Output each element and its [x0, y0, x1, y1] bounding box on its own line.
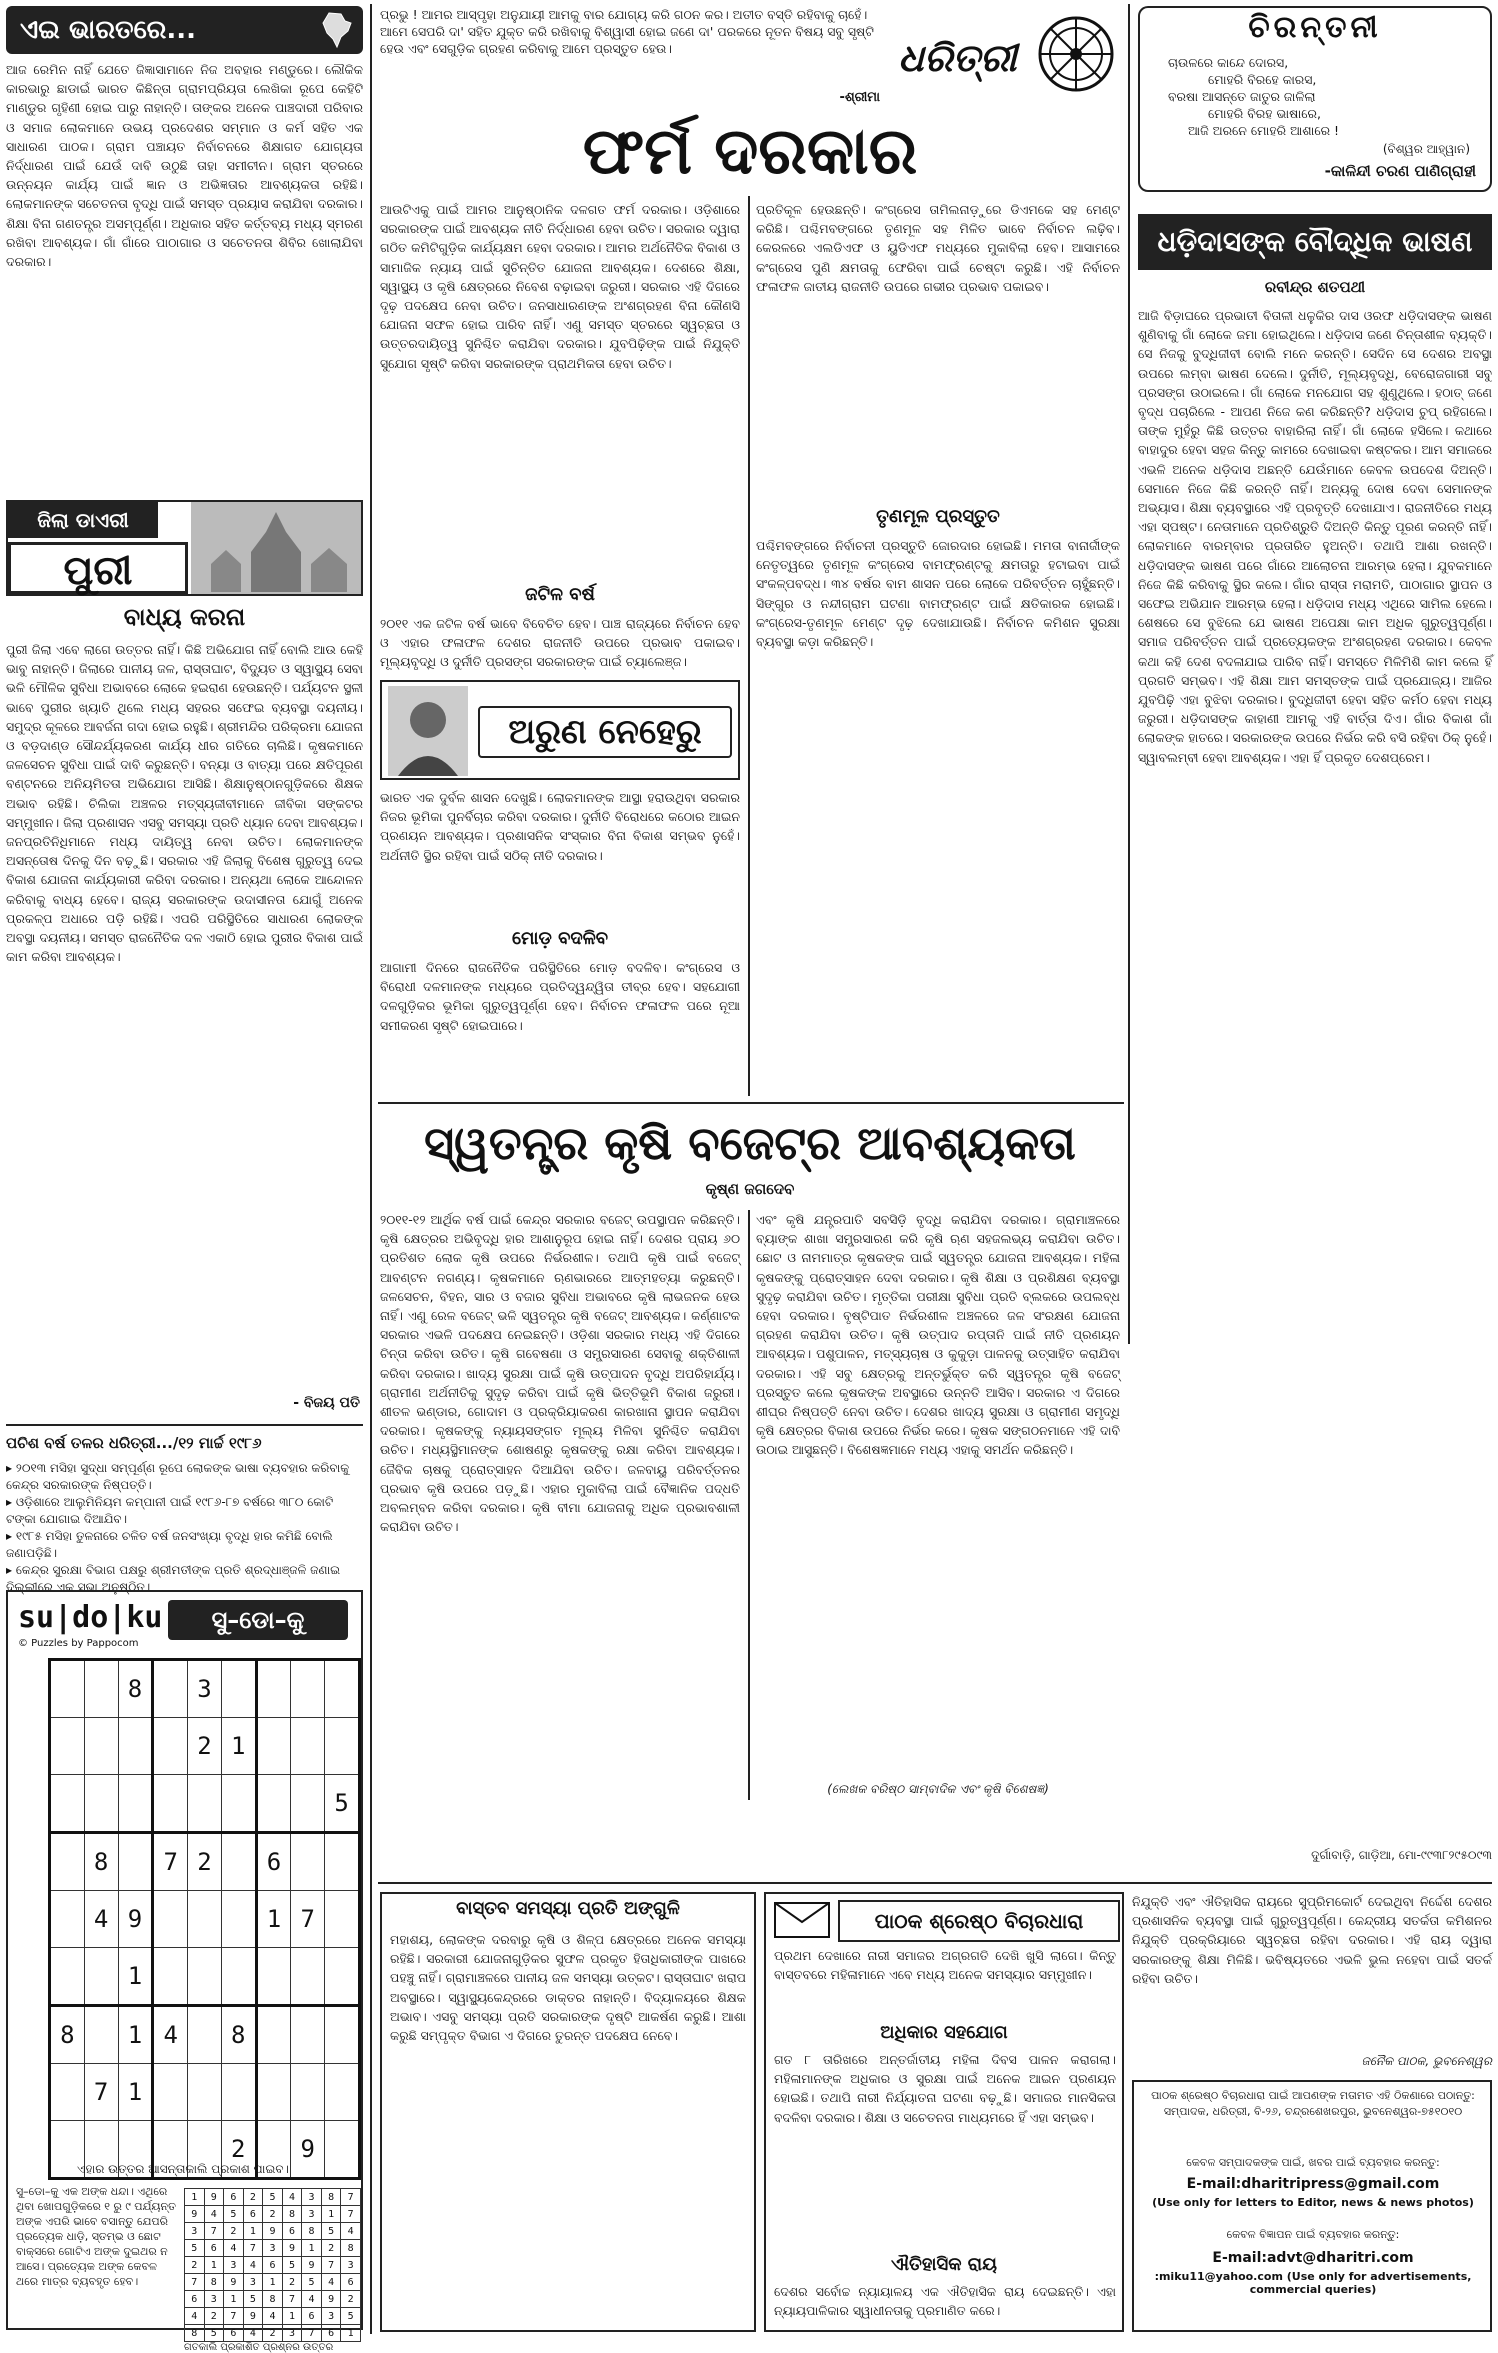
- solution-cell: 2: [263, 2206, 283, 2223]
- solution-cell: 6: [263, 2257, 283, 2274]
- sudoku-cell[interactable]: 1: [256, 1891, 291, 1948]
- solution-cell: 5: [204, 2325, 224, 2342]
- sudoku-cell[interactable]: [325, 1833, 360, 1891]
- sudoku-cell[interactable]: 5: [325, 1775, 360, 1833]
- sudoku-cell[interactable]: [325, 1891, 360, 1948]
- solution-cell: 2: [204, 2308, 224, 2325]
- sudoku-cell[interactable]: 6: [256, 1833, 291, 1891]
- sudoku-cell[interactable]: [50, 1833, 85, 1891]
- solution-cell: 2: [243, 2189, 263, 2206]
- years-ago-title: ପଚିଶ ବର୍ଷ ତଳର ଧରିତ୍ରୀ.../୧୨ ମାର୍ଚ୍ଚ ୧୯୮୬: [6, 1434, 262, 1452]
- sudoku-cell[interactable]: [221, 1891, 256, 1948]
- budget-body-1: ୨୦୧୧-୧୨ ଆର୍ଥିକ ବର୍ଷ ପାଇଁ କେନ୍ଦ୍ର ସରକାର ବଜେଟ୍ ଉପସ୍ଥାପନ କରିଛନ୍ତି। କୃଷି କ୍ଷେତ୍ରର ଅଭିବୃଦ୍ଧି ହାର ଆଶାନୁରୂପ ହୋଇ ନାହିଁ। ଦେଶର ପ୍ରାୟ ୬୦ ପ୍ରତିଶତ ଲୋକ କୃଷି ଉପରେ ନିର୍ଭରଶୀଳ। ତଥାପି କୃଷି ପାଇଁ ବଜେଟ୍ ଆବଣ୍ଟନ ନଗଣ୍ୟ। କୃଷକମାନେ ଋଣଭାରରେ ଆତ୍ମହତ୍ୟା କରୁଛନ୍ତି। ଜଳସେଚନ, ବିହନ, ସାର ଓ ବଜାର ସୁବିଧା ଅଭାବରେ କୃଷି ଲାଭଜନକ ହେଉ ନାହିଁ। ଏଣୁ ରେଳ ବଜେଟ୍ ଭଳି ସ୍ୱତନ୍ତ୍ର କୃଷି ବଜେଟ୍ ଆବଶ୍ୟକ। କର୍ଣ୍ଣାଟକ ସରକାର ଏଭଳି ପଦକ୍ଷେପ ନେଇଛନ୍ତି। ଓଡ଼ିଶା ସରକାର ମଧ୍ୟ ଏହି ଦିଗରେ ଚିନ୍ତା କରିବା ଉଚିତ। କୃଷି ଗବେଷଣା ଓ ସମ୍ପ୍ରସାରଣ ସେବାକୁ ଶକ୍ତିଶାଳୀ କରିବା ଦରକାର। ଖାଦ୍ୟ ସୁରକ୍ଷା ପାଇଁ କୃଷି ଉତ୍ପାଦନ ବୃଦ୍ଧି ଅପରିହାର୍ଯ୍ୟ। ଗ୍ରାମୀଣ ଅର୍ଥନୀତିକୁ ସୁଦୃଢ଼ କରିବା ପାଇଁ କୃଷି ଭିତ୍ତିଭୂମି ବିକାଶ ଜରୁରୀ। ଶୀତଳ ଭଣ୍ଡାର, ଗୋଦାମ ଓ ପ୍ରକ୍ରିୟାକରଣ କାରଖାନା ସ୍ଥାପନ କରାଯିବା ଦରକାର। କୃଷକଙ୍କୁ ନ୍ୟାୟସଙ୍ଗତ ମୂଲ୍ୟ ମିଳିବା ସୁନିଶ୍ଚିତ କରାଯିବା ଉଚିତ। ମଧ୍ୟସ୍ଥିମାନଙ୍କ ଶୋଷଣରୁ କୃଷକଙ୍କୁ ରକ୍ଷା କରିବା ଆବଶ୍ୟକ। ଜୈବିକ ଚାଷକୁ ପ୍ରୋତ୍ସାହନ ଦିଆଯିବା ଉଚିତ। ଜଳବାୟୁ ପରିବର୍ତ୍ତନର ପ୍ରଭାବ କୃଷି ଉପରେ ପଡ଼ୁଛି। ଏହାର ମୁକାବିଲା ପାଇଁ ବୈଜ୍ଞାନିକ ପଦ୍ଧତି ଅବଲମ୍ବନ କରିବା ଦରକାର। କୃଷି ବୀମା ଯୋଜନାକୁ ଅଧିକ ପ୍ରଭାବଶାଳୀ କରାଯିବା ଉଚିତ।: [380, 1212, 740, 1535]
- solution-cell: 7: [243, 2240, 263, 2257]
- solution-cell: 6: [185, 2291, 205, 2308]
- sudoku-cell[interactable]: [153, 1775, 188, 1833]
- sudoku-cell[interactable]: 1: [221, 1718, 256, 1775]
- solution-cell: 9: [204, 2189, 224, 2206]
- sudoku-cell[interactable]: [84, 1718, 118, 1775]
- divider: [6, 1424, 363, 1426]
- author-name: ଅରୁଣ ନେହେରୁ: [478, 706, 732, 758]
- sudoku-cell[interactable]: [221, 1948, 256, 2006]
- sudoku-cell[interactable]: [256, 2006, 291, 2064]
- solution-cell: 3: [224, 2257, 244, 2274]
- solution-cell: 4: [224, 2240, 244, 2257]
- solution-cell: 9: [243, 2308, 263, 2325]
- sudoku-cell[interactable]: [118, 1775, 153, 1833]
- years-ago-item: ▸ ୨୦୧୩ ମସିହା ସୁଦ୍ଧା ସମ୍ପୂର୍ଣ୍ଣ ରୂପେ ଲୋକଙ୍କ ଭାଷା ବ୍ୟବହାର କରିବାକୁ କେନ୍ଦ୍ର ସରକାରଙ୍କ ନିଷ୍ପତ୍ତି।: [6, 1460, 363, 1494]
- sudoku-cell-row: [50, 1948, 360, 2006]
- india-map-icon: [315, 9, 357, 51]
- solution-cell: 2: [263, 2325, 283, 2342]
- sudoku-cell[interactable]: [50, 2064, 85, 2121]
- solution-cell-row: [185, 2291, 361, 2308]
- solution-cell-row: [185, 2189, 361, 2206]
- budget-body-2: ଏବଂ କୃଷି ଯନ୍ତ୍ରପାତି ସବସିଡ଼ି ବୃଦ୍ଧି କରାଯିବା ଦରକାର। ଗ୍ରାମାଞ୍ଚଳରେ ବ୍ୟାଙ୍କ ଶାଖା ସମ୍ପ୍ରସାରଣ କରି କୃଷି ଋଣ ସହଜଲଭ୍ୟ କରାଯିବା ଉଚିତ। ଛୋଟ ଓ ନାମମାତ୍ର କୃଷକଙ୍କ ପାଇଁ ସ୍ୱତନ୍ତ୍ର ଯୋଜନା ଆବଶ୍ୟକ। ମହିଳା କୃଷକଙ୍କୁ ପ୍ରୋତ୍ସାହନ ଦେବା ଦରକାର। କୃଷି ଶିକ୍ଷା ଓ ପ୍ରଶିକ୍ଷଣ ବ୍ୟବସ୍ଥା ସୁଦୃଢ଼ କରାଯିବା ଉଚିତ। ମୃତ୍ତିକା ପରୀକ୍ଷା ସୁବିଧା ପ୍ରତି ବ୍ଲକରେ ଉପଲବ୍ଧ ହେବା ଦରକାର। ବୃଷ୍ଟିପାତ ନିର୍ଭରଶୀଳ ଅଞ୍ଚଳରେ ଜଳ ସଂରକ୍ଷଣ ଯୋଜନା ଗ୍ରହଣ କରାଯିବା ଉଚିତ। କୃଷି ଉତ୍ପାଦ ରପ୍ତାନି ପାଇଁ ନୀତି ପ୍ରଣୟନ ଆବଶ୍ୟକ। ପଶୁପାଳନ, ମତ୍ସ୍ୟଚାଷ ଓ କୁକୁଡ଼ା ପାଳନକୁ ଉତ୍ସାହିତ କରାଯିବା ଦରକାର। ଏହି ସବୁ କ୍ଷେତ୍ରକୁ ଅନ୍ତର୍ଭୁକ୍ତ କରି ସ୍ୱତନ୍ତ୍ର କୃଷି ବଜେଟ୍ ପ୍ରସ୍ତୁତ କଲେ କୃଷକଙ୍କ ଅବସ୍ଥାରେ ଉନ୍ନତି ଆସିବ। ସରକାର ଏ ଦିଗରେ ଶୀଘ୍ର ନିଷ୍ପତ୍ତି ନେବା ଉଚିତ। ଦେଶର ଖାଦ୍ୟ ସୁରକ୍ଷା ଓ ଗ୍ରାମୀଣ ସମୃଦ୍ଧି କୃଷି କ୍ଷେତ୍ରର ବିକାଶ ଉପରେ ନିର୍ଭର କରେ। କୃଷକ ସଙ୍ଗଠନମାନେ ଏହି ଦାବି ଉଠାଇ ଆସୁଛନ୍ତି। ବିଶେଷଜ୍ଞମାନେ ମଧ୍ୟ ଏହାକୁ ସମର୍ଥନ କରିଛନ୍ତି।: [756, 1212, 1120, 1458]
- poem-line: ଚାଉଳରେ କାନ୍ଦେ ଦୋରସ,: [1168, 55, 1289, 70]
- section-title-box: [6, 6, 363, 54]
- sudoku-cell[interactable]: 3: [188, 1660, 222, 1718]
- solution-cell: 3: [302, 2189, 322, 2206]
- solution-cell: 6: [321, 2325, 341, 2342]
- email-label-2: କେବଳ ବିଜ୍ଞାପନ ପାଇଁ ବ୍ୟବହାର କରନ୍ତୁ:: [1226, 2228, 1400, 2241]
- solution-cell: 1: [302, 2240, 322, 2257]
- solution-cell: 5: [263, 2189, 283, 2206]
- solution-cell: 7: [341, 2206, 361, 2223]
- solution-label: ଗତକାଲି ପ୍ରକାଶିତ ପ୍ରଶ୍ନର ଉତ୍ତର: [184, 2342, 334, 2353]
- solution-cell: 1: [204, 2257, 224, 2274]
- solution-cell: 1: [341, 2325, 361, 2342]
- sudoku-cell[interactable]: [256, 1660, 291, 1718]
- solution-cell: 5: [282, 2257, 302, 2274]
- sudoku-cell[interactable]: [50, 1718, 85, 1775]
- solution-cell: 9: [185, 2206, 205, 2223]
- sudoku-cell-row: [50, 2006, 360, 2064]
- sudoku-cell[interactable]: [188, 2064, 222, 2121]
- speech-headline: ଧଡ଼ିଦାସଙ୍କ ବୌଦ୍ଧିକ ଭାଷଣ: [1138, 214, 1492, 270]
- sudoku-cell[interactable]: 1: [118, 2006, 153, 2064]
- solution-cell: 2: [341, 2291, 361, 2308]
- solution-cell: 6: [243, 2206, 263, 2223]
- section-body: ଆଜ ରେମିନ ନାହିଁ ଯେତେ ଜିଜ୍ଞାସାମାନେ ନିଜ ଅବହାର ମଣ୍ଡୁରେ। ଲୌକିକ କାରଭାରୁ ଛାଡାଇଁ ଭାରତ କିଛିନ୍ତା ଗ୍ରାମପ୍ରିୟତା ଲେଖିକା ରୂପେ କେହିଟି ମାଣ୍ଡୁର ଗୃହିଣୀ ହୋଇ ପାରୁ ନାହାନ୍ତି। ତାଙ୍କର ଅନେକ ପାଞ୍ଚଦାରୀ ପରିବାର ଓ ସମାଜ ଲୋକମାନେ ଉଭୟ ପ୍ରଦେଶର ସମ୍ମାନ ଓ କର୍ମ ସହିତ ଏକ ସାଧାରଣ ପାଠକ। ଗ୍ରାମ ପଞ୍ଚାୟତ ନିର୍ବାଚନରେ ଶିକ୍ଷାଗତ ଯୋଗ୍ୟତା ନିର୍ଦ୍ଧାରଣ ପାଇଁ ଯେଉଁ ଦାବି ଉଠୁଛି ତାହା ସମୀଚୀନ। ଗ୍ରାମ ସ୍ତରରେ ଉନ୍ନୟନ କାର୍ଯ୍ୟ ପାଇଁ ଜ୍ଞାନ ଓ ଅଭିଜ୍ଞତାର ଆବଶ୍ୟକତା ରହିଛି। ଲୋକମାନଙ୍କ ସଚେତନତା ବୃଦ୍ଧି ପାଇଁ ସମସ୍ତ ପ୍ରୟାସ କରାଯିବା ଦରକାର। ଶିକ୍ଷା ବିନା ଗଣତନ୍ତ୍ର ଅସମ୍ପୂର୍ଣ୍ଣ। ଅଧିକାର ସହିତ କର୍ତ୍ତବ୍ୟ ମଧ୍ୟ ସ୍ମରଣ ରଖିବା ଆବଶ୍ୟକ। ଗାଁ ଗାଁରେ ପାଠାଗାର ଓ ସଚେତନତା ଶିବିର ଖୋଲାଯିବା ଦରକାର।: [6, 62, 363, 270]
- sudoku-cell[interactable]: 1: [118, 2064, 153, 2121]
- sudoku-cell[interactable]: [84, 1660, 118, 1718]
- sudoku-cell[interactable]: [188, 1948, 222, 2006]
- letter-card-1: [380, 1892, 756, 2332]
- masthead-quote-author: -ଶ୍ରୀମା: [839, 90, 880, 105]
- letter-card-2-body: ପ୍ରଥମ ଦେଖାରେ ନାରୀ ସମାଜର ଅଗ୍ରଗତି ଦେଖି ଖୁସି ଲାଗେ। କିନ୍ତୁ ବାସ୍ତବରେ ମହିଳାମାନେ ଏବେ ମଧ୍ୟ ଅନେକ ସମସ୍ୟାର ସମ୍ମୁଖୀନ।: [774, 1948, 1116, 1983]
- sudoku-cell[interactable]: 7: [291, 1891, 325, 1948]
- solution-cell: 7: [185, 2274, 205, 2291]
- chirantani-poem: [1168, 54, 1478, 139]
- logo-text: ଧରିତ୍ରୀ: [898, 36, 1017, 80]
- sudoku-cell[interactable]: [153, 1891, 188, 1948]
- sudoku-cell[interactable]: [153, 1660, 188, 1718]
- sudoku-cell[interactable]: 9: [118, 1891, 153, 1948]
- temple-photo: [191, 502, 361, 594]
- editorial-intro: ଆଉଟିଏକୁ ପାଇଁ ଆମର ଆନୁଷ୍ଠାନିକ ଦଳଗତ ଫର୍ମ ଦରକାର। ଓଡ଼ିଶାରେ ସରକାରଙ୍କ ପାଇଁ ଆବଶ୍ୟକ ନୀତି ନିର୍ଦ୍ଧାରଣ ହେବା ଉଚିତ। ସରକାର ଦ୍ୱାରା ଗଠିତ କମିଟିଗୁଡ଼ିକ କାର୍ଯ୍ୟକ୍ଷମ ହେବା ଦରକାର। ଆମର ଅର୍ଥନୈତିକ ବିକାଶ ଓ ସାମାଜିକ ନ୍ୟାୟ ପାଇଁ ସୁଚିନ୍ତିତ ଯୋଜନା ଆବଶ୍ୟକ। ଦେଶରେ ଶିକ୍ଷା, ସ୍ୱାସ୍ଥ୍ୟ ଓ କୃଷି କ୍ଷେତ୍ରରେ ନିବେଶ ବଢ଼ାଇବା ଜରୁରୀ। ସରକାର ଏହି ଦିଗରେ ଦୃଢ଼ ପଦକ୍ଷେପ ନେବା ଉଚିତ। ଜନସାଧାରଣଙ୍କ ଅଂଶଗ୍ରହଣ ବିନା କୌଣସି ଯୋଜନା ସଫଳ ହୋଇ ପାରିବ ନାହିଁ। ଏଣୁ ସମସ୍ତ ସ୍ତରରେ ସ୍ୱଚ୍ଛତା ଓ ଉତ୍ତରଦାୟିତ୍ୱ ସୁନିଶ୍ଚିତ କରାଯିବା ଦରକାର। ଯୁବପିଢ଼ିଙ୍କ ପାଇଁ ନିଯୁକ୍ତି ସୁଯୋଗ ସୃଷ୍ଟି କରିବା ସରକାରଙ୍କ ପ୍ରାଥମିକତା ହେବା ଉଚିତ।: [380, 202, 740, 371]
- sudoku-cell[interactable]: [256, 1718, 291, 1775]
- sudoku-cell[interactable]: [291, 1833, 325, 1891]
- sudoku-cell[interactable]: 2: [188, 1833, 222, 1891]
- sudoku-cell[interactable]: [325, 2006, 360, 2064]
- solution-cell: 3: [302, 2206, 322, 2223]
- letter-card-2-sub: ଅଧିକାର ସହଯୋଗ: [880, 2022, 1008, 2043]
- district-body: ପୁରୀ ଜିଲା ଏବେ ଲାଗେ ଉତ୍ତର ନାହିଁ। କିଛି ଅଭିଯୋଗ ନାହିଁ ବୋଲି ଆଉ କେହି ଭାବୁ ନାହାନ୍ତି। ଜିଲାରେ ପାନୀୟ ଜଳ, ରାସ୍ତାଘାଟ, ବିଦ୍ୟୁତ ଓ ସ୍ୱାସ୍ଥ୍ୟ ସେବା ଭଳି ମୌଳିକ ସୁବିଧା ଅଭାବରେ ଲୋକେ ହଇରାଣ ହେଉଛନ୍ତି। ପର୍ଯ୍ୟଟନ ସ୍ଥଳୀ ଭାବେ ପୁରୀର ଖ୍ୟାତି ଥିଲେ ମଧ୍ୟ ସହରର ସଫେଇ ବ୍ୟବସ୍ଥା ଦୟନୀୟ। ସମୁଦ୍ର କୂଳରେ ଆବର୍ଜନା ଗଦା ହୋଇ ରହୁଛି। ଶ୍ରୀମନ୍ଦିର ପରିକ୍ରମା ଯୋଜନା ଓ ବଡ଼ଦାଣ୍ଡ ସୌନ୍ଦର୍ଯ୍ୟକରଣ କାର୍ଯ୍ୟ ଧୀର ଗତିରେ ଚାଲିଛି। କୃଷକମାନେ ଜଳସେଚନ ସୁବିଧା ପାଇଁ ଦାବି କରୁଛନ୍ତି। ବନ୍ୟା ଓ ବାତ୍ୟା ପରେ କ୍ଷତିପୂରଣ ବଣ୍ଟନରେ ଅନିୟମିତତା ଅଭିଯୋଗ ଆସିଛି। ଶିକ୍ଷାନୁଷ୍ଠାନଗୁଡ଼ିକରେ ଶିକ୍ଷକ ଅଭାବ ରହିଛି। ଚିଲିକା ଅଞ୍ଚଳର ମତ୍ସ୍ୟଜୀବୀମାନେ ଜୀବିକା ସଙ୍କଟର ସମ୍ମୁଖୀନ। ଜିଲା ପ୍ରଶାସନ ଏସବୁ ସମସ୍ୟା ପ୍ରତି ଧ୍ୟାନ ଦେବା ଆବଶ୍ୟକ। ଜନପ୍ରତିନିଧିମାନେ ମଧ୍ୟ ଦାୟିତ୍ୱ ନେବା ଉଚିତ। ଲୋକମାନଙ୍କ ଅସନ୍ତୋଷ ଦିନକୁ ଦିନ ବଢ଼ୁଛି। ସରକାର ଏହି ଜିଲାକୁ ବିଶେଷ ଗୁରୁତ୍ୱ ଦେଇ ବିକାଶ ଯୋଜନା କାର୍ଯ୍ୟକାରୀ କରିବା ଦରକାର। ଅନ୍ୟଥା ଲୋକେ ଆନ୍ଦୋଳନ କରିବାକୁ ବାଧ୍ୟ ହେବେ। ରାଜ୍ୟ ସରକାରଙ୍କ ଉଦାସୀନତା ଯୋଗୁଁ ଅନେକ ପ୍ରକଳ୍ପ ଅଧାରେ ପଡ଼ି ରହିଛି। ଏପରି ପରିସ୍ଥିତିରେ ସାଧାରଣ ଲୋକଙ୍କ ଅବସ୍ଥା ଦୟନୀୟ। ସମସ୍ତ ରାଜନୈତିକ ଦଳ ଏକାଠି ହୋଇ ପୁରୀର ବିକାଶ ପାଇଁ କାମ କରିବା ଆବଶ୍ୟକ।: [6, 642, 363, 965]
- solution-cell: 9: [321, 2291, 341, 2308]
- sudoku-cell-row: [50, 2064, 360, 2121]
- sudoku-cell-row: [50, 1718, 360, 1775]
- years-ago-item: ▸ କେନ୍ଦ୍ର ସୁରକ୍ଷା ବିଭାଗ ପକ୍ଷରୁ ଶ୍ରୀମତୀଙ୍କ ପ୍ରତି ଶ୍ରଦ୍ଧାଞ୍ଜଳି ଜଣାଇ ଦିଲ୍ଲୀରେ ଏକ ସଭା ଅନୁଷ୍ଠିତ।: [6, 1562, 363, 1596]
- sudoku-title: ସୁ–ଡୋ–କୁ: [168, 1600, 348, 1640]
- sudoku-cell[interactable]: [221, 1660, 256, 1718]
- district-banner: [6, 500, 363, 596]
- sub-body-1: ୨୦୧୧ ଏକ ଜଟିଳ ବର୍ଷ ଭାବେ ବିବେଚିତ ହେବ। ପାଞ୍ଚ ରାଜ୍ୟରେ ନିର୍ବାଚନ ହେବ ଓ ଏହାର ଫଳାଫଳ ଦେଶର ରାଜନୀତି ଉପରେ ପ୍ରଭାବ ପକାଇବ। ମୂଲ୍ୟବୃଦ୍ଧି ଓ ଦୁର୍ନୀତି ପ୍ରସଙ୍ଗ ସରକାରଙ୍କ ପାଇଁ ଚ୍ୟାଲେଞ୍ଜ।: [380, 616, 740, 670]
- email-3[interactable]: :miku11@yahoo.com (Use only for advertisements, commercial queries): [1154, 2270, 1472, 2296]
- sudoku-cell[interactable]: [256, 2064, 291, 2121]
- sudoku-cell[interactable]: [291, 1718, 325, 1775]
- solution-cell: 8: [263, 2291, 283, 2308]
- sudoku-cell[interactable]: [325, 1948, 360, 2006]
- sudoku-cell[interactable]: [221, 2064, 256, 2121]
- solution-cell: 1: [224, 2291, 244, 2308]
- divider: [748, 196, 750, 1096]
- sudoku-cell[interactable]: [325, 1660, 360, 1718]
- solution-cell: 9: [263, 2223, 283, 2240]
- divider: [1128, 4, 1130, 1344]
- solution-cell: 3: [321, 2308, 341, 2325]
- solution-cell-row: [185, 2206, 361, 2223]
- sudoku-cell[interactable]: 4: [153, 2006, 188, 2064]
- solution-cell: 4: [321, 2274, 341, 2291]
- district-headline: ବାଧ୍ୟ କରନା: [123, 603, 246, 631]
- sudoku-cell[interactable]: 2: [188, 1718, 222, 1775]
- sudoku-cell[interactable]: [221, 1775, 256, 1833]
- section-title: ଏଇ ଭାରତରେ...: [20, 15, 196, 45]
- sudoku-cell[interactable]: 7: [84, 2064, 118, 2121]
- solution-cell: 8: [282, 2206, 302, 2223]
- solution-cell: 1: [185, 2189, 205, 2206]
- district-byline: - ବିଜୟ ପତି: [293, 1395, 360, 1411]
- solution-cell: 3: [204, 2291, 224, 2308]
- col2-body: ପ୍ରତିକୂଳ ହେଉଛନ୍ତି। କଂଗ୍ରେସ ତାମିଲନାଡ଼ୁରେ ଡିଏମକେ ସହ ମେଣ୍ଟ କରିଛି। ପଶ୍ଚିମବଙ୍ଗରେ ତୃଣମୂଳ ସହ ମିଳିତ ଭାବେ ନିର୍ବାଚନ ଲଢ଼ିବ। କେରଳରେ ଏଲଡିଏଫ ଓ ୟୁଡିଏଫ ମଧ୍ୟରେ ମୁକାବିଲା ହେବ। ଆସାମରେ କଂଗ୍ରେସ ପୁଣି କ୍ଷମତାକୁ ଫେରିବା ପାଇଁ ଚେଷ୍ଟା କରୁଛି। ଏହି ନିର୍ବାଚନ ଫଳାଫଳ ଜାତୀୟ ରାଜନୀତି ଉପରେ ଗଭୀର ପ୍ରଭାବ ପକାଇବ।: [756, 202, 1120, 294]
- author-photo: [388, 686, 468, 776]
- solution-cell: 4: [263, 2308, 283, 2325]
- sudoku-cell[interactable]: 7: [153, 1833, 188, 1891]
- solution-cell: 8: [204, 2274, 224, 2291]
- solution-cell: 3: [243, 2274, 263, 2291]
- email-label-1: କେବଳ ସମ୍ପାଦକଙ୍କ ପାଇଁ, ଖବର ପାଇଁ ବ୍ୟବହାର କରନ୍ତୁ:: [1186, 2156, 1440, 2169]
- sudoku-cell[interactable]: [291, 2006, 325, 2064]
- solution-cell-row: [185, 2257, 361, 2274]
- solution-cell: 6: [204, 2240, 224, 2257]
- budget-headline: ସ୍ୱତନ୍ତ୍ର କୃଷି ବଜେଟ୍‌ର ଆବଶ୍ୟକତା: [424, 1116, 1076, 1170]
- solution-cell: 7: [321, 2257, 341, 2274]
- solution-cell: 5: [321, 2223, 341, 2240]
- sudoku-cell[interactable]: [256, 1948, 291, 2006]
- sudoku-grid[interactable]: [48, 1658, 361, 2180]
- divider: [378, 1102, 1124, 1104]
- district-label: ଜିଲା ଡାଏରୀ: [8, 502, 158, 538]
- sudoku-answer-note: ଏହାର ଉତ୍ତର ଆସନ୍ତାକାଲି ପ୍ରକାଶ ପାଇବ।: [77, 2162, 289, 2176]
- sudoku-cell[interactable]: 2: [221, 2121, 256, 2179]
- years-ago-list: [6, 1460, 363, 1594]
- sub-heading-3: ମୋଡ଼ ବଦଳିବ: [511, 928, 609, 949]
- letter-card-3-body: ନିଯୁକ୍ତି ଏବଂ ଐତିହାସିକ ରାୟରେ ସୁପ୍ରିମକୋର୍ଟ ଦେଇଥିବା ନିର୍ଦ୍ଦେଶ ଦେଶର ପ୍ରଶାସନିକ ବ୍ୟବସ୍ଥା ପାଇଁ ଗୁରୁତ୍ୱପୂର୍ଣ୍ଣ। କେନ୍ଦ୍ରୀୟ ସତର୍କତା କମିଶନର ନିଯୁକ୍ତି ପ୍ରକ୍ରିୟାରେ ସ୍ୱଚ୍ଛତା ରହିବା ଦରକାର। ଏହି ରାୟ ଦ୍ୱାରା ସରକାରଙ୍କୁ ଶିକ୍ଷା ମିଳିଛି। ଭବିଷ୍ୟତରେ ଏଭଳି ଭୁଲ ନହେବା ପାଇଁ ସତର୍କ ରହିବା ଉଚିତ।: [1132, 1894, 1492, 1986]
- chakra-logo-icon: [1036, 14, 1116, 94]
- sudoku-cell[interactable]: [188, 1775, 222, 1833]
- chirantani-title: ଚିରନ୍ତନୀ: [1248, 10, 1382, 45]
- budget-author-note: (ଲେଖକ ବରିଷ୍ଠ ସାମ୍ବାଦିକ ଏବଂ କୃଷି ବିଶେଷଜ୍ଞ): [827, 1782, 1049, 1796]
- speech-body: ଆଜି ବିଡ଼ାଘରେ ପ୍ରଭାତୀ ବିତାଳୀ ଧଳୁକିର ଦାସ ଓରଫ ଧଡ଼ିଦାସଙ୍କ ଭାଷଣ ଶୁଣିବାକୁ ଗାଁ ଲୋକେ ଜମା ହୋଇଥିଲେ। ଧଡ଼ିଦାସ ଜଣେ ଚିନ୍ତାଶୀଳ ବ୍ୟକ୍ତି। ସେ ନିଜକୁ ବୁଦ୍ଧିଜୀବୀ ବୋଲି ମନେ କରନ୍ତି। ସେଦିନ ସେ ଦେଶର ଅବସ୍ଥା ଉପରେ ଲମ୍ବା ଭାଷଣ ଦେଲେ। ଦୁର୍ନୀତି, ମୂଲ୍ୟବୃଦ୍ଧି, ବେରୋଜଗାରୀ ସବୁ ପ୍ରସଙ୍ଗ ଉଠାଇଲେ। ଗାଁ ଲୋକେ ମନଯୋଗ ସହ ଶୁଣୁଥିଲେ। ହଠାତ୍ ଜଣେ ବୃଦ୍ଧ ପଚାରିଲେ - ଆପଣ ନିଜେ କଣ କରିଛନ୍ତି? ଧଡ଼ିଦାସ ଚୁପ୍ ରହିଗଲେ। ତାଙ୍କ ମୁହଁରୁ କିଛି ଉତ୍ତର ବାହାରିଲା ନାହିଁ। ଗାଁ ଲୋକେ ହସିଲେ। କଥାରେ ବାହାଦୁର ହେବା ସହଜ କିନ୍ତୁ କାମରେ ଦେଖାଇବା କଷ୍ଟକର। ଆମ ସମାଜରେ ଏଭଳି ଅନେକ ଧଡ଼ିଦାସ ଅଛନ୍ତି ଯେଉଁମାନେ କେବଳ ଉପଦେଶ ଦିଅନ୍ତି। ସେମାନେ ନିଜେ କିଛି କରନ୍ତି ନାହିଁ। ଅନ୍ୟକୁ ଦୋଷ ଦେବା ସେମାନଙ୍କ ଅଭ୍ୟାସ। ଶିକ୍ଷା ବ୍ୟବସ୍ଥାରେ ଏହି ପ୍ରବୃତ୍ତି ଦେଖାଯାଏ। ରାଜନୀତିରେ ମଧ୍ୟ ଏହା ସ୍ପଷ୍ଟ। ନେତାମାନେ ପ୍ରତିଶ୍ରୁତି ଦିଅନ୍ତି କିନ୍ତୁ ପୂରଣ କରନ୍ତି ନାହିଁ। ଲୋକମାନେ ବାରମ୍ବାର ପ୍ରତାରିତ ହୁଅନ୍ତି। ତଥାପି ଆଶା ରଖନ୍ତି। ଧଡ଼ିଦାସଙ୍କ ଭାଷଣ ପରେ ଗାଁରେ ଆଲୋଚନା ଆରମ୍ଭ ହେଲା। ଯୁବକମାନେ ନିଜେ କିଛି କରିବାକୁ ସ୍ଥିର କଲେ। ଗାଁର ରାସ୍ତା ମରାମତି, ପାଠାଗାର ସ୍ଥାପନ ଓ ସଫେଇ ଅଭିଯାନ ଆରମ୍ଭ ହେଲା। ଧଡ଼ିଦାସ ମଧ୍ୟ ଏଥିରେ ସାମିଲ ହେଲେ। ଶେଷରେ ସେ ବୁଝିଲେ ଯେ ଭାଷଣ ଅପେକ୍ଷା କାମ ଅଧିକ ଗୁରୁତ୍ୱପୂର୍ଣ୍ଣ। ସମାଜ ପରିବର୍ତ୍ତନ ପାଇଁ ପ୍ରତ୍ୟେକଙ୍କ ଅଂଶଗ୍ରହଣ ଦରକାର। କେବଳ କଥା କହି ଦେଶ ବଦଳାଯାଇ ପାରିବ ନାହିଁ। ସମସ୍ତେ ମିଳିମିଶି କାମ କଲେ ହିଁ ପ୍ରଗତି ସମ୍ଭବ। ଏହି ଶିକ୍ଷା ଆମ ସମସ୍ତଙ୍କ ପାଇଁ ପ୍ରଯୋଜ୍ୟ। ଆଜିର ଯୁବପିଢ଼ି ଏହା ବୁଝିବା ଦରକାର। ବୁଦ୍ଧିଜୀବୀ ହେବା ସହିତ କର୍ମଠ ହେବା ମଧ୍ୟ ଜରୁରୀ। ଧଡ଼ିଦାସଙ୍କ କାହାଣୀ ଆମକୁ ଏହି ବାର୍ତ୍ତା ଦିଏ। ଗାଁର ବିକାଶ ଗାଁ ଲୋକଙ୍କ ହାତରେ। ସରକାରଙ୍କ ଉପରେ ନିର୍ଭର କରି ବସି ରହିବା ଠିକ୍ ନୁହେଁ। ସ୍ୱାବଲମ୍ବୀ ହେବା ଆବଶ୍ୟକ। ଏହା ହିଁ ପ୍ରକୃତ ଦେଶପ୍ରେମ।: [1138, 308, 1492, 765]
- solution-cell: 5: [224, 2206, 244, 2223]
- solution-cell: 9: [282, 2240, 302, 2257]
- letter-card-3-sign: ଜନୈକ ପାଠକ, ଭୁବନେଶ୍ୱର: [1361, 2054, 1492, 2068]
- letter-card-2-body3: ଦେଶର ସର୍ବୋଚ୍ଚ ନ୍ୟାୟାଳୟ ଏକ ଐତିହାସିକ ରାୟ ଦେଇଛନ୍ତି। ଏହା ନ୍ୟାୟପାଳିକାର ସ୍ୱାଧୀନତାକୁ ପ୍ରମାଣିତ କରେ।: [774, 2284, 1116, 2319]
- sudoku-cell[interactable]: 8: [221, 2006, 256, 2064]
- letter-card-1-body: ମହାଶୟ, ଲୋକଙ୍କ ଦରବାରୁ କୃଷି ଓ ଶିଳ୍ପ କ୍ଷେତ୍ରରେ ଅନେକ ସମସ୍ୟା ରହିଛି। ସରକାରୀ ଯୋଜନାଗୁଡ଼ିକର ସୁଫଳ ପ୍ରକୃତ ହିତାଧିକାରୀଙ୍କ ପାଖରେ ପହଞ୍ଚୁ ନାହିଁ। ଗ୍ରାମାଞ୍ଚଳରେ ପାନୀୟ ଜଳ ସମସ୍ୟା ଉତ୍କଟ। ରାସ୍ତାଘାଟ ଖରାପ ଅବସ୍ଥାରେ। ସ୍ୱାସ୍ଥ୍ୟକେନ୍ଦ୍ରରେ ଡାକ୍ତର ନାହାନ୍ତି। ବିଦ୍ୟାଳୟରେ ଶିକ୍ଷକ ଅଭାବ। ଏସବୁ ସମସ୍ୟା ପ୍ରତି ସରକାରଙ୍କ ଦୃଷ୍ଟି ଆକର୍ଷଣ କରୁଛି। ଆଶା କରୁଛି ସମ୍ପୃକ୍ତ ବିଭାଗ ଏ ଦିଗରେ ତୁରନ୍ତ ପଦକ୍ଷେପ ନେବେ।: [390, 1932, 746, 2044]
- divider: [748, 1210, 750, 1800]
- sudoku-rules: ସୁ–ଡୋ–କୁ ଏକ ଅଙ୍କ ଧନ୍ଦା। ଏଥିରେ ଥିବା ଖୋପଗୁଡ଼ିକରେ ୧ ରୁ ୯ ପର୍ଯ୍ୟନ୍ତ ଅଙ୍କ ଏପରି ଭାବେ ବସାନ୍ତୁ ଯେପରି ପ୍ରତ୍ୟେକ ଧାଡ଼ି, ସ୍ତମ୍ଭ ଓ ଛୋଟ ବାକ୍ସରେ ଗୋଟିଏ ଅଙ୍କ ଦୁଇଥର ନ ଆସେ। ପ୍ରତ୍ୟେକ ଅଙ୍କ କେବଳ ଥରେ ମାତ୍ର ବ୍ୟବହୃତ ହେବ।: [16, 2185, 176, 2288]
- email-1[interactable]: E-mail:dharitripress@gmail.com: [1186, 2176, 1440, 2192]
- author-box: [380, 680, 740, 780]
- sudoku-cell[interactable]: [153, 2064, 188, 2121]
- solution-cell: 6: [224, 2325, 244, 2342]
- letter-card-2: [764, 1892, 1124, 2332]
- letter-card-1-title: ବାସ୍ତବ ସମସ୍ୟା ପ୍ରତି ଅଙ୍ଗୁଳି: [456, 1898, 680, 1919]
- solution-cell: 4: [282, 2189, 302, 2206]
- sudoku-cell-row: [50, 1775, 360, 1833]
- sudoku-cell[interactable]: [50, 1948, 85, 2006]
- solution-cell: 1: [282, 2308, 302, 2325]
- sudoku-cell[interactable]: [325, 2064, 360, 2121]
- envelope-icon: [774, 1902, 830, 1938]
- sudoku-logo: su|do|ku: [18, 1600, 163, 1635]
- solution-cell: 4: [341, 2223, 361, 2240]
- solution-cell: 7: [302, 2325, 322, 2342]
- sudoku-cell-row: [50, 1891, 360, 1948]
- solution-cell: 2: [282, 2274, 302, 2291]
- solution-cell: 4: [243, 2257, 263, 2274]
- solution-cell: 5: [243, 2291, 263, 2308]
- solution-cell: 1: [243, 2223, 263, 2240]
- solution-cell: 9: [302, 2257, 322, 2274]
- sudoku-cell[interactable]: 9: [291, 2121, 325, 2179]
- contact-box: [1132, 2080, 1492, 2332]
- sudoku-cell[interactable]: 4: [84, 1891, 118, 1948]
- sudoku-sub: © Puzzles by Pappocom: [18, 1638, 139, 1649]
- solution-cell: 3: [341, 2257, 361, 2274]
- editorial-headline: ଫର୍ମ ଦରକାର: [582, 115, 918, 189]
- solution-cell-row: [185, 2274, 361, 2291]
- solution-cell: 9: [224, 2274, 244, 2291]
- sudoku-cell[interactable]: [84, 1775, 118, 1833]
- district-name: ପୁରୀ: [8, 542, 188, 594]
- sudoku-cell[interactable]: [221, 1833, 256, 1891]
- solution-cell: 7: [341, 2189, 361, 2206]
- sudoku-cell[interactable]: [50, 1891, 85, 1948]
- solution-cell: 7: [204, 2223, 224, 2240]
- solution-cell: 7: [282, 2291, 302, 2308]
- solution-cell: 4: [302, 2291, 322, 2308]
- solution-cell: 4: [243, 2325, 263, 2342]
- solution-cell: 3: [263, 2240, 283, 2257]
- solution-cell: 8: [302, 2223, 322, 2240]
- divider: [378, 1882, 1492, 1884]
- solution-cell-row: [185, 2240, 361, 2257]
- sudoku-cell[interactable]: [84, 2006, 118, 2064]
- email-1-note: (Use only for letters to Editor, news & news photos): [1152, 2196, 1474, 2209]
- sudoku-cell[interactable]: 1: [118, 1948, 153, 2006]
- budget-byline: କୃଷ୍ଣ ଜଗଦେବ: [705, 1180, 795, 1198]
- solution-cell: 8: [321, 2189, 341, 2206]
- solution-cell: 8: [185, 2325, 205, 2342]
- sudoku-cell[interactable]: [291, 2064, 325, 2121]
- solution-cell: 2: [224, 2223, 244, 2240]
- sub-heading-1: ଜଟିଳ ବର୍ଷ: [525, 584, 595, 605]
- sub-heading-4: ତୃଣମୂଳ ପ୍ରସ୍ତୁତ: [876, 506, 1000, 527]
- poem-line: ମୋହରି ବିରହ ଭାଷାରେ,: [1208, 106, 1321, 121]
- poem-line: ବରଷା ଆସନ୍ତେ ଜାତୁର ଜାଳିଲା: [1168, 89, 1316, 104]
- email-2[interactable]: E-mail:advt@dharitri.com: [1212, 2250, 1414, 2266]
- solution-cell-row: [185, 2223, 361, 2240]
- sub-body-2: ଭାରତ ଏକ ଦୁର୍ବଳ ଶାସନ ଦେଖୁଛି। ଲୋକମାନଙ୍କ ଆସ୍ଥା ହରାଉଥିବା ସରକାର ନିଜର ଭୂମିକା ପୁନର୍ବିଚାର କରିବା ଦରକାର। ଦୁର୍ନୀତି ବିରୋଧରେ କଠୋର ଆଇନ ପ୍ରଣୟନ ଆବଶ୍ୟକ। ପ୍ରଶାସନିକ ସଂସ୍କାର ବିନା ବିକାଶ ସମ୍ଭବ ନୁହେଁ। ଅର୍ଥନୀତି ସ୍ଥିର ରହିବା ପାଇଁ ସଠିକ୍ ନୀତି ଦରକାର।: [380, 790, 740, 863]
- solution-cell: 4: [204, 2206, 224, 2223]
- sudoku-cell[interactable]: 8: [50, 2006, 85, 2064]
- sudoku-cell[interactable]: [118, 1718, 153, 1775]
- sudoku-cell[interactable]: [291, 1660, 325, 1718]
- sudoku-cell[interactable]: 8: [118, 1660, 153, 1718]
- solution-cell: 4: [185, 2308, 205, 2325]
- solution-cell: 3: [185, 2223, 205, 2240]
- sudoku-box: [6, 1590, 363, 2353]
- sudoku-cell[interactable]: [153, 1718, 188, 1775]
- divider: [370, 4, 372, 2334]
- solution-cell: 6: [224, 2189, 244, 2206]
- solution-cell: 2: [185, 2257, 205, 2274]
- solution-cell: 5: [185, 2240, 205, 2257]
- solution-grid: [184, 2188, 361, 2342]
- solution-cell: 5: [302, 2274, 322, 2291]
- solution-cell-row: [185, 2308, 361, 2325]
- solution-cell: 8: [341, 2240, 361, 2257]
- sudoku-cell[interactable]: [291, 1775, 325, 1833]
- sudoku-cell[interactable]: [153, 1948, 188, 2006]
- sudoku-cell[interactable]: 8: [84, 1833, 118, 1891]
- poem-line: ଆଜି ଅରନେ ମୋହରି ଆଶାରେ !: [1188, 123, 1340, 138]
- solution-cell: 6: [302, 2308, 322, 2325]
- speech-address: ଦୁର୍ଗାବାଡ଼ି, ଗାଡ଼ିଆ, ମୋ-୯୯୩୮୨୯୫୦୯୩: [1311, 1848, 1492, 1862]
- letter-card-2-sub2: ଐତିହାସିକ ରାୟ: [891, 2254, 997, 2275]
- contact-note: ପାଠକ ଶ୍ରେଷ୍ଠ ବିଚାରଧାରା ପାଇଁ ଆପଣଙ୍କ ମତାମତ ଏହି ଠିକଣାରେ ପଠାନ୍ତୁ: ସମ୍ପାଦକ, ଧରିତ୍ରୀ, ବି-୨୬, ଚନ୍ଦ୍ରଶେଖରପୁର, ଭୁବନେଶ୍ୱର-୭୫୧୦୧୦: [1151, 2089, 1475, 2118]
- letter-card-2-title: ପାଠକ ଶ୍ରେଷ୍ଠ ବିଚାରଧାରା: [838, 1900, 1120, 1942]
- solution-cell-row: [185, 2325, 361, 2342]
- masthead-logo: [890, 6, 1120, 106]
- solution-cell: 2: [321, 2240, 341, 2257]
- masthead-quote: ପ୍ରଭୁ ! ଆମର ଆସ୍ପୃହା ଅନୁଯାୟୀ ଆମକୁ ବାର ଯୋଗ୍ୟ କରି ଗଠନ କର। ଅତୀତ ବସ୍ତି ରହିବାକୁ ଚାହେଁ। ଆମେ ସେପରି ଦା' ସହିତ ଯୁକ୍ତ କରି ରଖିବାକୁ ବିଶ୍ୱାସୀ ହୋଇ ଜଣେ ଦା' ପରକରେ ନୂତନ ବିଷୟ ସବୁ ସୃଷ୍ଟି ହେଉ ଏବଂ ସେଗୁଡ଼ିକ ଗ୍ରହଣ କରିବାକୁ ଆମେ ପ୍ରସ୍ତୁତ ହେଉ।: [380, 7, 874, 56]
- letter-card-2-body2: ଗତ ୮ ତାରିଖରେ ଅନ୍ତର୍ଜାତୀୟ ମହିଳା ଦିବସ ପାଳନ କରାଗଲା। ମହିଳାମାନଙ୍କ ଅଧିକାର ଓ ସୁରକ୍ଷା ପାଇଁ ଅନେକ ଆଇନ ପ୍ରଣୟନ ହୋଇଛି। ତଥାପି ନାରୀ ନିର୍ଯ୍ୟାତନା ଘଟଣା ବଢ଼ୁଛି। ସମାଜର ମାନସିକତା ବଦଳିବା ଦରକାର। ଶିକ୍ଷା ଓ ସଚେତନତା ମାଧ୍ୟମରେ ହିଁ ଏହା ସମ୍ଭବ।: [774, 2052, 1116, 2125]
- solution-cell: 1: [263, 2274, 283, 2291]
- sudoku-cell-row: [50, 1660, 360, 1718]
- speech-byline: ରବୀନ୍ଦ୍ର ଶତପଥୀ: [1264, 278, 1366, 296]
- solution-cell: 6: [282, 2223, 302, 2240]
- chirantani-source: (ବିଶ୍ୱର ଆହ୍ୱାନ): [1382, 142, 1470, 156]
- sudoku-cell[interactable]: [118, 1833, 153, 1891]
- sudoku-cell[interactable]: [325, 1718, 360, 1775]
- solution-cell: 5: [341, 2308, 361, 2325]
- sub-body-4: ପଶ୍ଚିମବଙ୍ଗରେ ନିର୍ବାଚନୀ ପ୍ରସ୍ତୁତି ଜୋରଦାର ହୋଇଛି। ମମତା ବାନାର୍ଜୀଙ୍କ ନେତୃତ୍ୱରେ ତୃଣମୂଳ କଂଗ୍ରେସ ବାମଫ୍ରଣ୍ଟକୁ କ୍ଷମତାରୁ ହଟାଇବା ପାଇଁ ସଂକଳ୍ପବଦ୍ଧ। ୩୪ ବର୍ଷର ବାମ ଶାସନ ପରେ ଲୋକେ ପରିବର୍ତ୍ତନ ଚାହୁଁଛନ୍ତି। ସିଙ୍ଗୁର ଓ ନନ୍ଦୀଗ୍ରାମ ଘଟଣା ବାମଫ୍ରଣ୍ଟ ପାଇଁ କ୍ଷତିକାରକ ହୋଇଛି। କଂଗ୍ରେସ-ତୃଣମୂଳ ମେଣ୍ଟ ଦୃଢ଼ ଦେଖାଯାଉଛି। ନିର୍ବାଚନ କମିଶନ ସୁରକ୍ଷା ବ୍ୟବସ୍ଥା କଡ଼ା କରିଛନ୍ତି।: [756, 538, 1120, 650]
- years-ago-item: ▸ ଓଡ଼ିଶାରେ ଆଲୁମିନିୟମ କମ୍ପାନୀ ପାଇଁ ୧୯୮୬-୮୭ ବର୍ଷରେ ୩୮୦ କୋଟି ଟଙ୍କା ଯୋଗାଇ ଦିଆଯିବ।: [6, 1494, 363, 1528]
- sub-body-3: ଆଗାମୀ ଦିନରେ ରାଜନୈତିକ ପରିସ୍ଥିତିରେ ମୋଡ଼ ବଦଳିବ। କଂଗ୍ରେସ ଓ ବିରୋଧୀ ଦଳମାନଙ୍କ ମଧ୍ୟରେ ପ୍ରତିଦ୍ୱନ୍ଦ୍ୱିତା ତୀବ୍ର ହେବ। ସହଯୋଗୀ ଦଳଗୁଡ଼ିକର ଭୂମିକା ଗୁରୁତ୍ୱପୂର୍ଣ୍ଣ ହେବ। ନିର୍ବାଚନ ଫଳାଫଳ ପରେ ନୂଆ ସମୀକରଣ ସୃଷ୍ଟି ହୋଇପାରେ।: [380, 960, 740, 1033]
- solution-cell: 3: [282, 2325, 302, 2342]
- sudoku-cell[interactable]: [188, 2006, 222, 2064]
- sudoku-cell-row: [50, 1833, 360, 1891]
- solution-cell: 1: [321, 2206, 341, 2223]
- sudoku-cell[interactable]: [188, 1891, 222, 1948]
- solution-cell: 7: [224, 2308, 244, 2325]
- sudoku-cell[interactable]: [50, 1775, 85, 1833]
- poem-line: ମୋହରି ବିରହେ କାରସ,: [1208, 72, 1317, 87]
- solution-cell: 6: [341, 2274, 361, 2291]
- sudoku-cell[interactable]: [291, 1948, 325, 2006]
- sudoku-cell[interactable]: [50, 1660, 85, 1718]
- sudoku-cell[interactable]: [256, 1775, 291, 1833]
- sudoku-cell[interactable]: [84, 1948, 118, 2006]
- chirantani-box: [1138, 6, 1492, 192]
- years-ago-item: ▸ ୧୯୮୫ ମସିହା ତୁଳନାରେ ଚଳିତ ବର୍ଷ ଜନସଂଖ୍ୟା ବୃଦ୍ଧି ହାର କମିଛି ବୋଲି ଜଣାପଡ଼ିଛି।: [6, 1528, 363, 1562]
- chirantani-author: -କାଳିନ୍ଦୀ ଚରଣ ପାଣିଗ୍ରାହୀ: [1324, 162, 1476, 180]
